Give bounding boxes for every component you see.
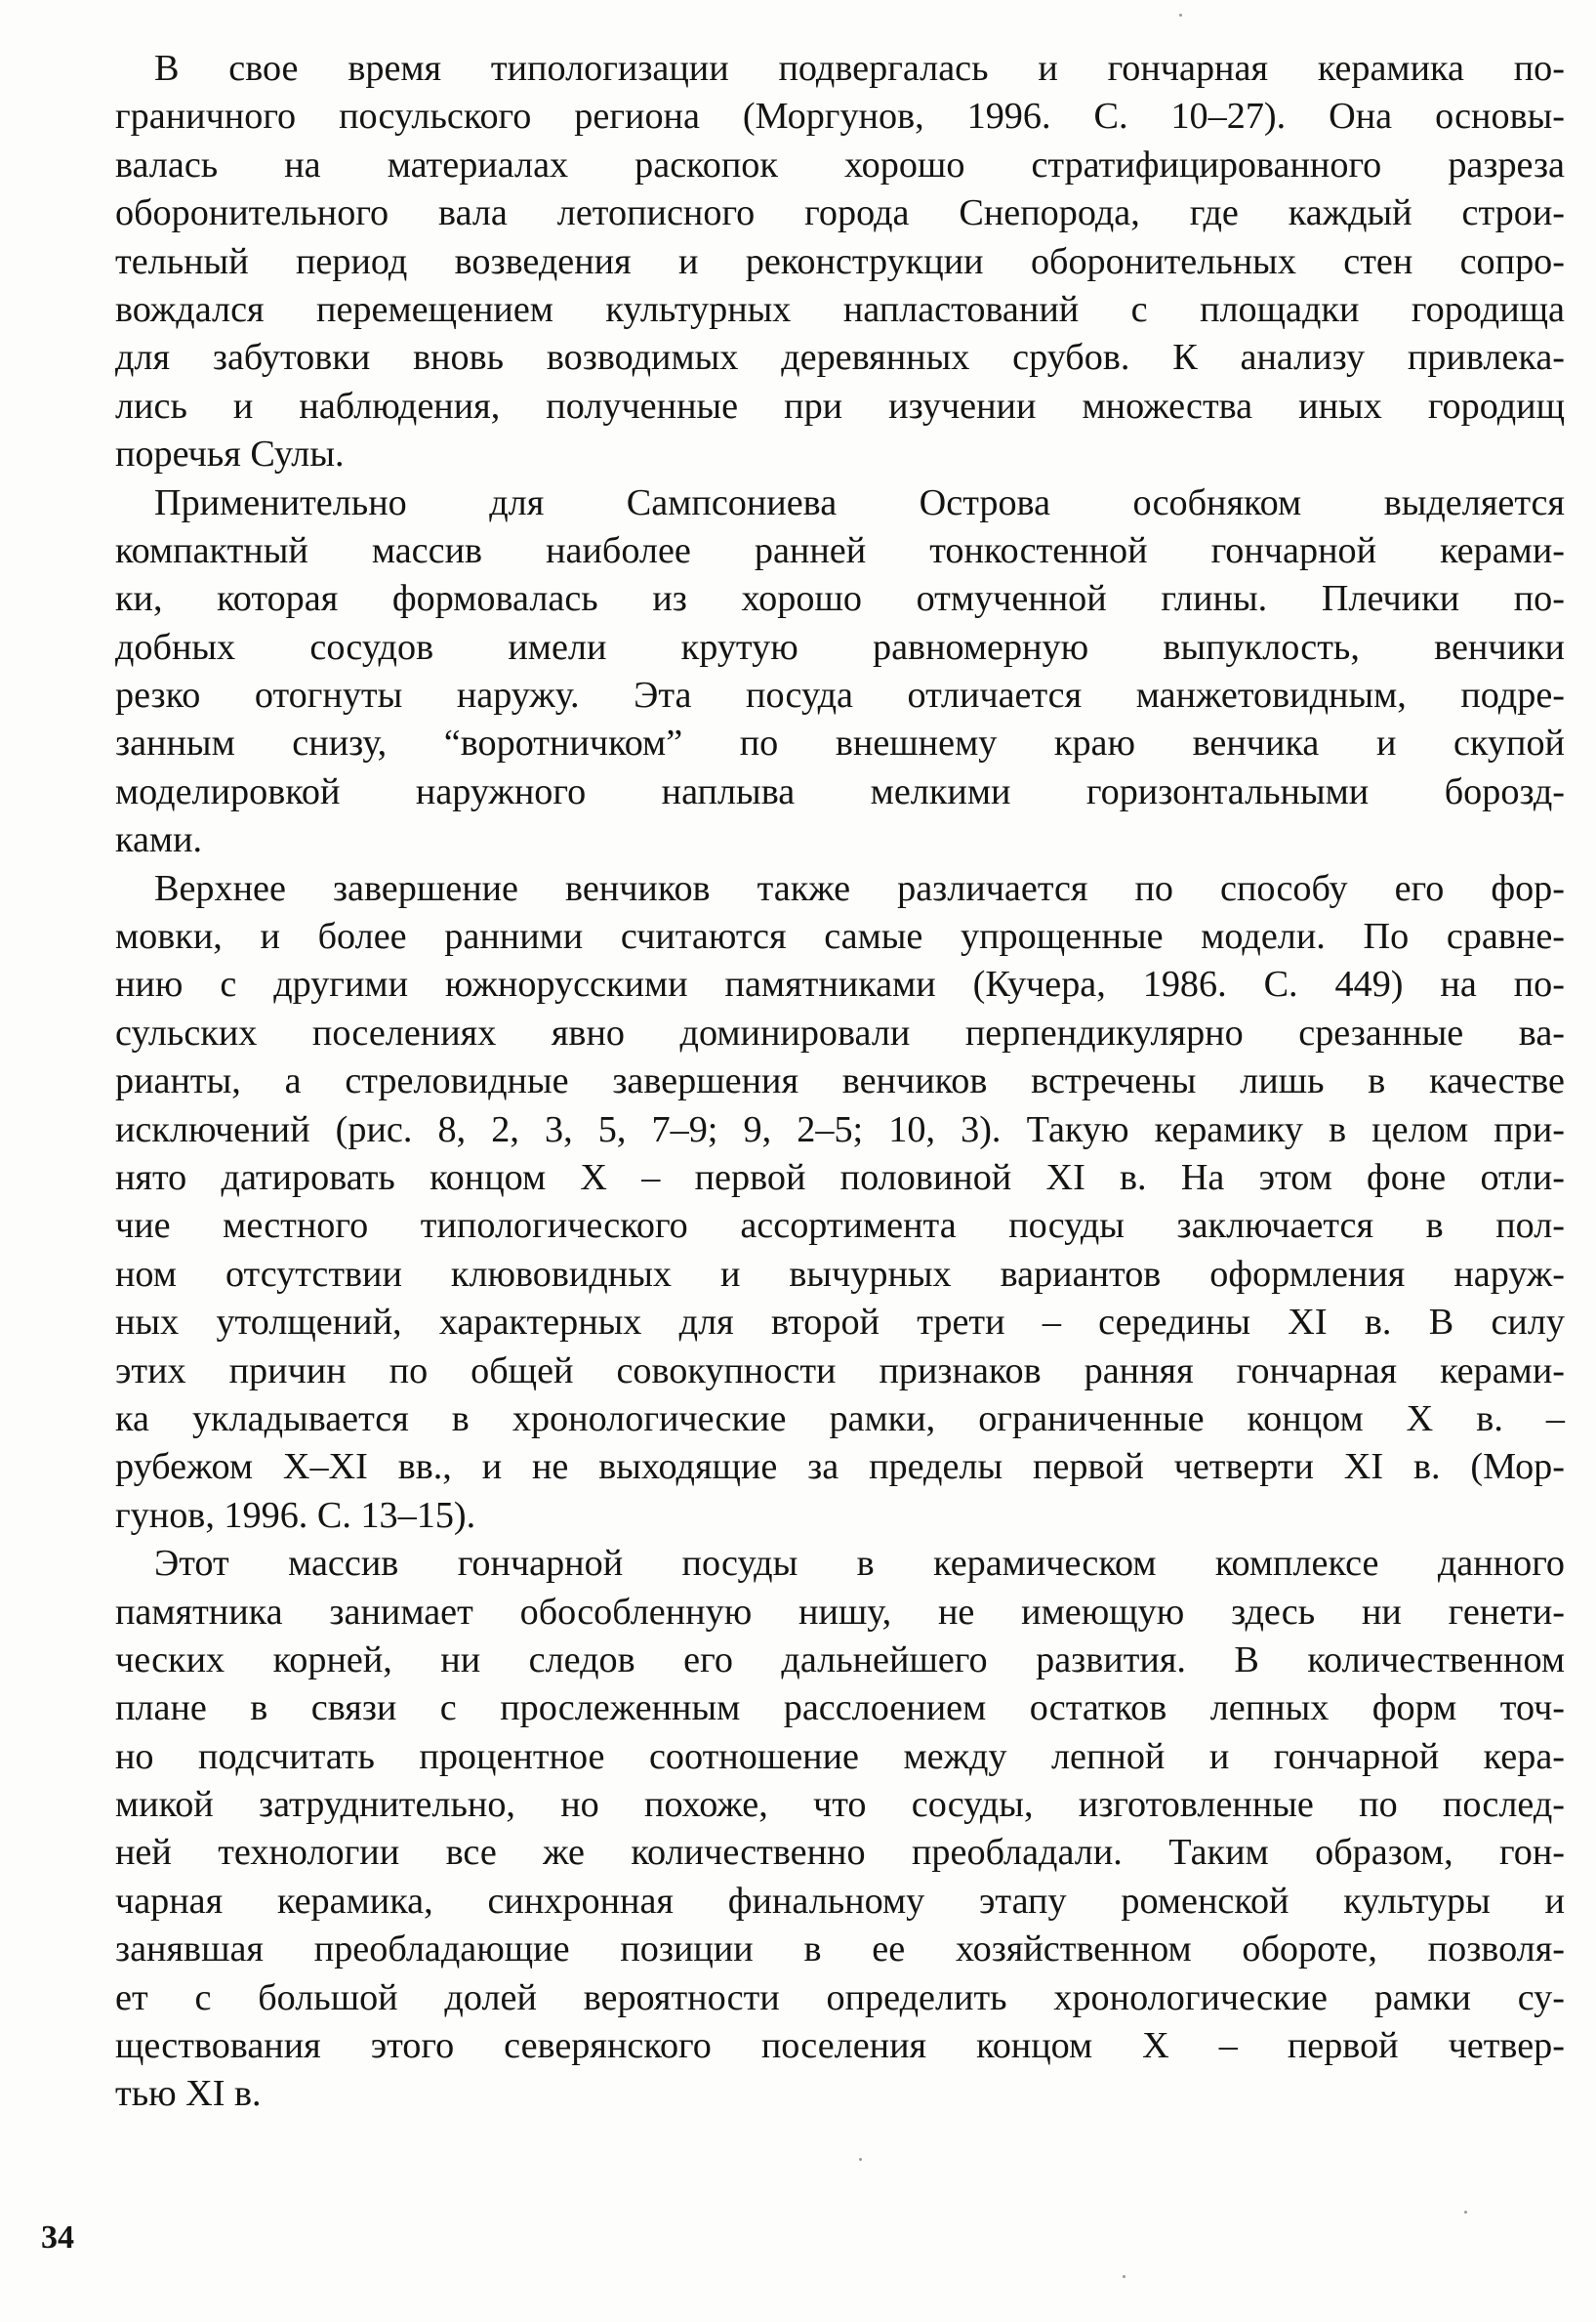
text-line: памятника занимает обособленную нишу, не имеющую здесь ни генети- (115, 1591, 1565, 1633)
text-line: этих причин по общей совокупности признаков ранняя гончарная керами- (115, 1349, 1565, 1391)
text-line: ном отсутствии клювовидных и вычурных вариантов оформления наруж- (115, 1253, 1565, 1295)
text-line: ческих корней, ни следов его дальнейшего развития. В количественном (115, 1638, 1565, 1680)
scan-speck (859, 2158, 862, 2161)
text-line: Применительно для Сампсониева Острова особняком выделяется (154, 481, 1565, 523)
text-line: исключений (рис. 8, 2, 3, 5, 7–9; 9, 2–5; 10, 3). Такую керамику в целом при- (115, 1108, 1565, 1150)
text-line: занявшая преобладающие позиции в ее хозяйственном обороте, позволя- (115, 1928, 1565, 1970)
text-line: ней технологии все же количественно преобладали. Таким образом, гон- (115, 1832, 1565, 1874)
paragraph (115, 865, 1565, 1540)
text-line: добных сосудов имели крутую равномерную выпуклость, венчики (115, 626, 1565, 668)
scan-speck (1179, 14, 1182, 17)
text-line: ка укладывается в хронологические рамки, ограниченные концом X в. – (115, 1397, 1565, 1439)
body-text (115, 45, 1565, 2119)
text-line: оборонительного вала летописного города Снепорода, где каждый строи- (115, 192, 1565, 234)
text-line: но подсчитать процентное соотношение между лепной и гончарной кера- (115, 1735, 1565, 1777)
text-line: ществования этого северянского поселения концом X – первой четвер- (115, 2025, 1565, 2067)
text-line: граничного посульского региона (Моргунов, 1996. С. 10–27). Она основы- (115, 96, 1565, 138)
text-line: мовки, и более ранними считаются самые упрощенные модели. По сравне- (115, 916, 1565, 958)
text-line: ных утолщений, характерных для второй трети – середины XI в. В силу (115, 1302, 1565, 1344)
text-line: Верхнее завершение венчиков также различается по способу его фор- (154, 867, 1565, 909)
text-line: плане в связи с прослеженным расслоением остатков лепных форм точ- (115, 1687, 1565, 1729)
text-line: рубежом X–XI вв., и не выходящие за пределы первой четверти XI в. (Мор- (115, 1446, 1565, 1488)
text-line: тельный период возведения и реконструкции оборонительных стен сопро- (115, 240, 1565, 282)
text-line: В свое время типологизации подвергалась и гончарная керамика по- (154, 48, 1565, 89)
text-line: для забутовки вновь возводимых деревянных срубов. К анализу привлека- (115, 337, 1565, 379)
text-line: микой затруднительно, но похоже, что сосуды, изготовленные по послед- (115, 1784, 1565, 1826)
scan-speck (1464, 2211, 1467, 2214)
text-line: нято датировать концом X – первой половиной XI в. На этом фоне отли- (115, 1156, 1565, 1198)
paragraph (115, 45, 1565, 479)
text-line: сульских поселениях явно доминировали перпендикулярно срезанные ва- (115, 1012, 1565, 1054)
text-line: чие местного типологического ассортимента посуды заключается в пол- (115, 1205, 1565, 1247)
text-line: ет с большой долей вероятности определить хронологические рамки су- (115, 1976, 1565, 2018)
text-line: чарная керамика, синхронная финальному этапу роменской культуры и (115, 1880, 1565, 1922)
page-number: 34 (41, 2219, 74, 2256)
text-line: ки, которая формовалась из хорошо отмученной глины. Плечики по- (115, 578, 1565, 620)
text-line: поречья Сулы. (115, 434, 345, 476)
text-line: тью XI в. (115, 2073, 262, 2115)
text-line: валась на материалах раскопок хорошо стратифицированного разреза (115, 144, 1565, 186)
paragraph (115, 479, 1565, 865)
text-line: вождался перемещением культурных напластований с площадки городища (115, 288, 1565, 330)
text-line: гунов, 1996. С. 13–15). (115, 1494, 476, 1536)
text-line: компактный массив наиболее ранней тонкостенной гончарной керами- (115, 529, 1565, 571)
scan-speck (1123, 2275, 1125, 2278)
text-line: Этот массив гончарной посуды в керамическом комплексе данного (154, 1543, 1565, 1585)
text-line: резко отогнуты наружу. Эта посуда отличается манжетовидным, подре- (115, 675, 1565, 717)
paragraph (115, 1540, 1565, 2119)
text-line: рианты, а стреловидные завершения венчиков встречены лишь в качестве (115, 1060, 1565, 1102)
text-line: моделировкой наружного наплыва мелкими горизонтальными борозд- (115, 770, 1565, 812)
text-line: лись и наблюдения, полученные при изучении множества иных городищ (115, 385, 1565, 427)
text-line: нию с другими южнорусскими памятниками (Кучера, 1986. С. 449) на по- (115, 964, 1565, 1006)
text-line: ками. (115, 819, 203, 861)
text-line: занным снизу, “воротничком” по внешнему краю венчика и скупой (115, 723, 1565, 765)
